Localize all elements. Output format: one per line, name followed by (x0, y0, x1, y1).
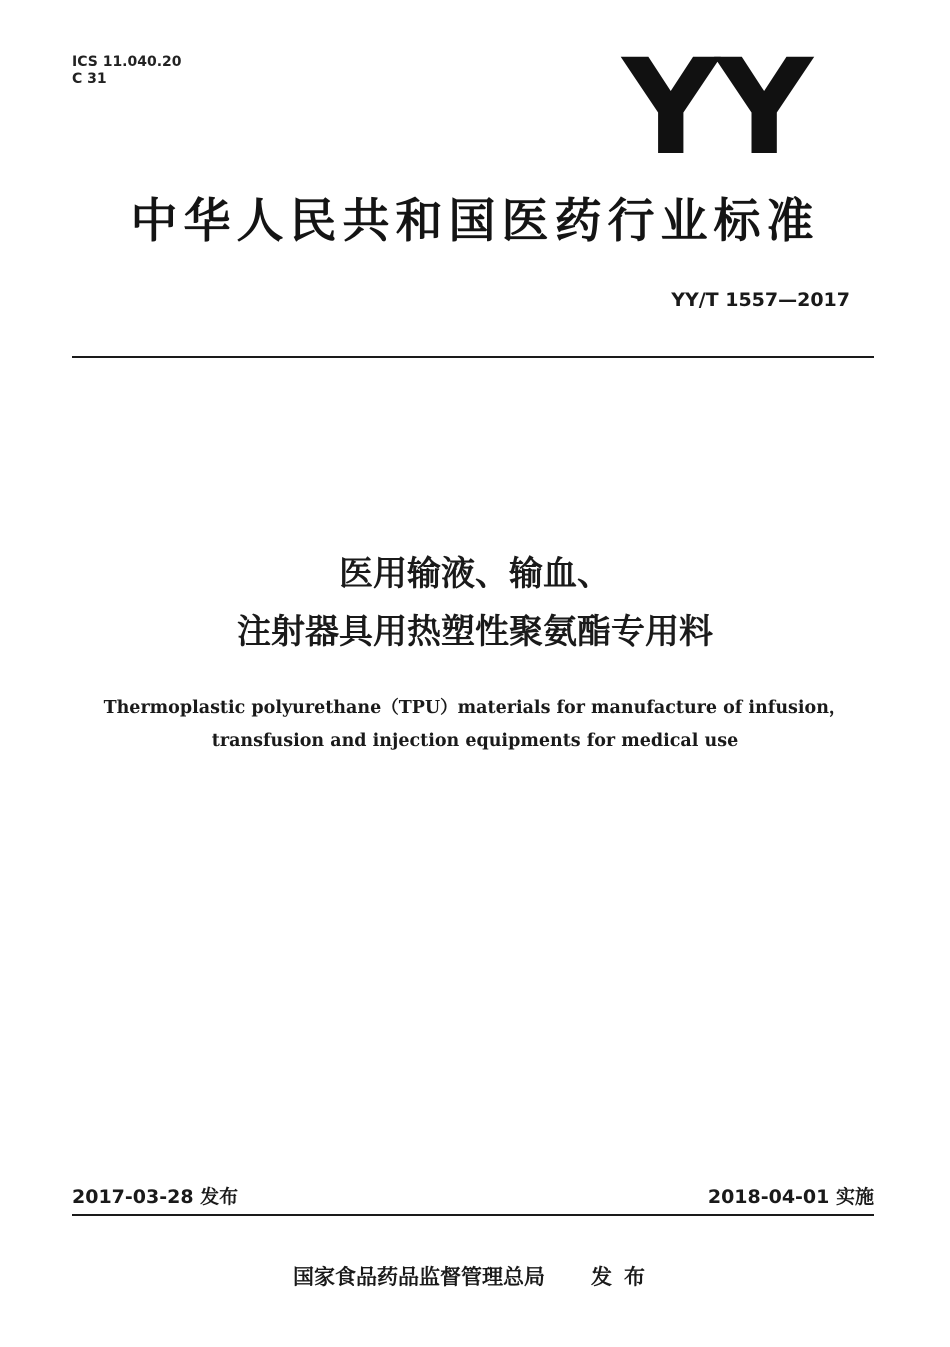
standard-category-title: 中华人民共和国医药行业标准 (130, 194, 820, 249)
english-document-title (72, 692, 878, 758)
publisher-line (72, 1262, 878, 1292)
chinese-title-line-1: 医用输液、输血、 (339, 554, 611, 594)
ccs-code: C 31 (72, 71, 107, 87)
chinese-title-line-2: 注射器具用热塑性聚氨酯专用料 (237, 612, 713, 652)
issue-date: 2017-03-28 发布 (72, 1186, 239, 1208)
english-title-line-2: transfusion and injection equipments for medical use (211, 731, 739, 751)
bottom-divider (72, 1214, 874, 1216)
standard-number: YY/T 1557—2017 (671, 289, 850, 311)
publish-action: 发布 (591, 1265, 657, 1289)
ics-code: ICS 11.040.20 (72, 54, 182, 70)
effective-date: 2018-04-01 实施 (707, 1186, 874, 1208)
english-title-line-1: Thermoplastic polyurethane（TPU）materials for manufacture of infusion， (103, 698, 847, 718)
chinese-document-title (72, 545, 878, 661)
yy-standard-logo: YY (622, 31, 809, 185)
classification-codes (72, 54, 182, 88)
top-divider (72, 356, 874, 358)
publisher-name: 国家食品药品监督管理总局 (293, 1265, 545, 1289)
